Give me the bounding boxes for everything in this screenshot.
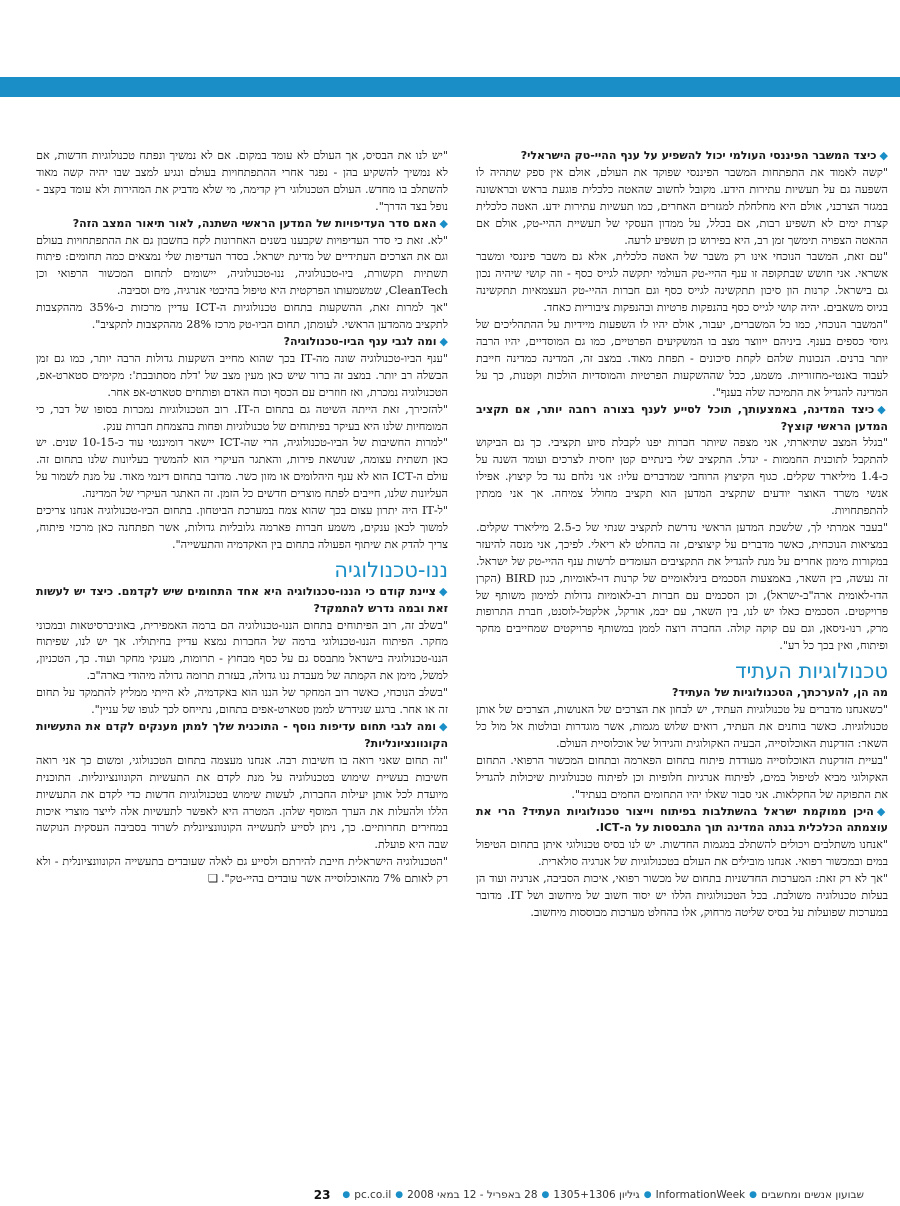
blue-diamond-icon: ◆ xyxy=(439,216,448,230)
paragraph-text: "בגלל המצב שתיארתי, אני מצפה שיותר חברות יפנו לקבלת סיוע תקציבי. כך גם הביקוש להתקבל לתוכנית החממות - יגדל. התקציב שלי בינתיים קטן יחסית לצרכים ועומד השנה על כ-1.4 מיליארד שקלים. כגוף הקיצוץ הרוחבי שמדברים עליו: אני נלחם נגד כל קיצוץ. אפילו אנשי משרד האוצר יודעים שתקציב המדען הוא תקציב מחולל צמיחה. אך אני ממתין להתפתחויות. xyxy=(476,436,888,518)
section-heading: טכנולוגיות העתיד xyxy=(735,659,888,684)
question-text: ומה לגבי תחום עדיפות נוסף - התוכנית שלך למתן מענקים לקדם את התעשיות הקונוונציונליות? xyxy=(36,720,448,750)
blue-diamond-icon: ◆ xyxy=(438,584,448,598)
answer-paragraph xyxy=(36,503,448,554)
paragraph-text: "עם זאת, המשבר הנוכחי אינו רק משבר של האטה כלכלית, אלא גם משבר פיננסי ומשבר אשראי. אני חושש שבתקופה זו ענף ההיי-טק העולמי יתקשה לגייס כסף - וזה קושי שיהיה נכון גם בישראל. קרנות הון סיכון תתקשינה לגייס כסף וגם חברות ההיי-טק העצמאיות תתקשינה בגיוס משאבים. יהיה קושי לגייס כסף בהנפקות פרטיות ובהנפקות ציבוריות כאחד. xyxy=(476,250,888,315)
paragraph-text: "ענף הביו-טכנולוגיה שונה מה-IT בכך שהוא מחייב השקעות גדולות הרבה יותר, כמו גם זמן הבשלה רב יותר. במצב זה ברור שיש כאן מעין מצב של 'דלת מסתובבת': מקימים סטארט-אפ, הטכנולוגיה נמכרת, ואז חוזרים עם הכסף וכוח האדם ופותחים סטארט-אפ אחר. xyxy=(36,351,448,399)
footer-separator-icon: ● xyxy=(395,1190,404,1200)
answer-paragraph xyxy=(476,837,888,871)
footer-issue: גיליון 1305+1306 xyxy=(553,1189,640,1201)
page-footer xyxy=(36,1184,864,1206)
blue-diamond-icon: ◆ xyxy=(877,402,888,416)
paragraph-text: "כשאנחנו מדברים על טכנולוגיות העתיד, יש לבחון את הצרכים של האנושות, הצרכים של אותן טכנולוגיות. כאשר בוחנים את העתיד, רואים שלוש מגמות, אשר מוגדרות ובולטות אל מול כל השאר: הזדקנות האוכלוסייה, הבעיה האקולוגית והגידול של אוכלוסיית העולם. xyxy=(476,703,888,750)
answer-paragraph xyxy=(36,854,448,888)
answer-paragraph xyxy=(36,618,448,686)
paragraph-text: "הטכנולוגיה הישראלית חייבת להירתם ולסייע גם לאלה שעובדים בתעשייה הקונוונציונלית - ולא רק לאותם 7% מהאוכלוסייה אשר עובדים בהיי-טק". xyxy=(36,855,448,886)
question-text: האם סדר העדיפויות של המדען הראשי השתנה, לאור תיאור המצב הזה? xyxy=(72,216,437,230)
paragraph-text: "בשלב הנוכחי, כאשר רוב המחקר של הננו הוא באקדמיה, לא הייתי ממליץ להתמקד על תחום זה או אחר. ברגע שנידרש לממן סטארט-אפים בתחום, נתייחס לכך לגופו של עניין". xyxy=(36,686,448,717)
blue-diamond-icon: ◆ xyxy=(439,720,449,733)
answer-paragraph xyxy=(476,317,888,402)
footer-separator-icon: ● xyxy=(541,1190,550,1200)
paragraph-text: "בשלב זה, רוב הפיתוחים בתחום הננו-טכנולוגיה הם ברמה האמפירית, באוניברסיטאות ובמכוני מחקר. הפיתוח הננו-טכנולוגי ברמה של החברות נמצא עדיין בחיתוליו. אך יש לנו, שפיתוח הננו-טכנולוגיה בישראל מתבסס גם על כסף מבחוץ - תרומות, מענקי מחקר ועוד. כך, הטכניון, למשל, מימן את הקמתה של מעבדת ננו גדולה, בעזרת תרומה גדולה מיהודי בארה"ב. xyxy=(36,618,448,683)
paragraph-text: "בעיית הזדקנות האוכלוסייה מעודדת פיתוח בתחום הפארמה ובתחום המכשור הרפואי. התחום האקולוגי מביא לטיפול במים, לפיתוח אנרגיות חלופיות וכן לפיתוח טכנולוגיות שיכולות להגדיל את התפוקה של החקלאות. אני סבור שאלו יהיו התחומים החמים בעתיד". xyxy=(476,753,888,801)
question-text: כיצד המשבר הפיננסי העולמי יכול להשפיע על ענף ההיי-טק הישראלי? xyxy=(520,149,877,162)
answer-paragraph xyxy=(36,685,448,719)
paragraph-text: "אך לא רק זאת: המערכות החדשניות בתחום של מכשור רפואי, איכות הסביבה, אנרגיה ועוד הן בעלות טכנולוגיה משולבת. בכל הטכנולוגיות הללו יש יסוד חשוב של מיחשוב ושל IT. מדובר במערכות שפועלות על בסיס שליטה מרחוק, אלו בהחלט מערכות מבוססות מיחשוב. xyxy=(476,872,889,919)
question-text: כיצד המדינה, באמצעותך, תוכל לסייע לענף בצורה רחבה יותר, אם תקציב המדען הראשי קוצץ? xyxy=(476,402,888,433)
paragraph-text: "זה תחום שאני רואה בו חשיבות רבה. אנחנו מעצמה בתחום הטכנולוגי, ומשום כך אני רואה חשיבות בעשיית שימוש בטכנולוגיה על מנת לקדם את התעשיות הקונוונציונליות. התוכנית מיועדת לכל אותן יעילות החברות, לעשות שימוש בטכנולוגיות חדשות כדי לקדם את התעשיות הללו ולהעלות את הערך המוסף שלהן. המטרה היא לאפשר לתעשיות אלה לייצר מוצרי איכות במחירים תחרותיים. כך, ניתן לסייע לתעשייה הקונוונציונלית לשרוד בסביבה העסקית הנוקשה שבה היא פועלת. xyxy=(36,753,448,852)
footer-separator-icon: ● xyxy=(342,1190,351,1200)
blue-diamond-icon: ◆ xyxy=(879,149,888,162)
answer-paragraph xyxy=(476,165,888,250)
answer-paragraph xyxy=(36,233,448,301)
paragraph-text: "המשבר הנוכחי, כמו כל המשברים, יעבור, אולם יהיו לו השפעות מיידיות על ההתהליכים של גיוסי כספים בענף. ביניהם ייווצר מצב בו המשקיעים הפרטיים, כמו גם המוסדיים, יהיו הרבה יותר ברנים. הנכונות שלהם לקחת סיכונים - תפחת מאוד. במצב זה, המדינה כמדינה חייבת לעבוד באנטי-מחזוריות. משמע, ככל שההשקעות הפרטיות והמוסדיות הולכות וקטנות, כך על המדינה להגדיל את התמיכה שלה בענף". xyxy=(476,318,888,399)
paragraph-text: "ל-IT היה יתרון עצום בכך שהוא צמח במערכת הביטחון. בתחום הביו-טכנולוגיה אנחנו צריכים למשוך לכאן ענקים, משמע חברות פארמה גלובליות גדולות, אשר תפתחנה כאן מרכזי פיתוח, צריך להדק את שיתוף הפעולה בתחום בין האקדמיה והתעשייה". xyxy=(36,504,448,551)
answer-paragraph xyxy=(476,520,888,655)
question-text: ומה לגבי ענף הביו-טכנולוגיה? xyxy=(283,334,437,348)
interview-question xyxy=(476,148,888,165)
answer-paragraph xyxy=(36,753,448,854)
paragraph-text: "אך למרות זאת, ההשקעות בתחום טכנולוגיות ה-ICT עדיין מרכזות כ-35% מההקצבות לתקציב מהמדען הראשי. לעומתן, תחום הביו-טק מרכז 28% מההקצבות לתקציב". xyxy=(36,301,448,332)
paragraph-text: "להזכירך, זאת הייתה השיטה גם בתחום ה-IT. רוב הטכנולוגיות נמכרות בסופו של דבר, כי המומחיות שלנו היא בעיקר בפיתוחים של טכנולוגיות ופחות בהצמחת חברות ענק. xyxy=(36,402,448,433)
interview-question xyxy=(36,334,448,351)
footer-publication: שבועון אנשים ומחשבים xyxy=(761,1189,864,1201)
interview-question xyxy=(36,216,448,233)
section-heading: ננו-טכנולוגיה xyxy=(334,557,448,582)
answer-paragraph xyxy=(476,435,888,520)
answer-paragraph xyxy=(476,871,888,922)
question-text: ציינת קודם כי הננו-טכנולוגיה היא אחד התחומים שיש לקדמם. כיצד יש לעשות זאת ובמה נדרש להתמקד? xyxy=(36,584,448,615)
interview-question xyxy=(476,804,888,838)
blue-diamond-icon: ◆ xyxy=(439,334,448,348)
answer-paragraph xyxy=(36,351,448,402)
interview-question xyxy=(36,719,448,753)
answer-paragraph xyxy=(36,402,448,436)
paragraph-text: "למרות החשיבות של הביו-טכנולוגיה, הרי שה-ICT יישאר דומיננטי עוד כ-10-15 שנים. יש כאן תשתית עצומה, שנושאת פירות, והאתגר העיקרי הוא להמשיך בעליונות שלנו בתחום זה. עולם ה-ICT הוא לא ענף היהלומים או מזון כשר. מדובר בתחום דינמי מאוד. על מנת לשמור על העליונות שלנו, חייבים לפתח מוצרים חדשים כל הזמן. זה האתגר העיקרי של המדינה. xyxy=(36,436,448,501)
answer-paragraph xyxy=(36,148,448,216)
question-text: היכן ממוקמת ישראל בהשתלבות בפיתוח וייצור טכנולוגיות העתיד? הרי את עוצמתה הכלכלית בנתה המדינה תוך התבססות על ה-ICT. xyxy=(476,804,888,835)
end-square-icon: ❑ xyxy=(207,872,218,886)
answer-paragraph xyxy=(36,300,448,334)
page-number: 23 xyxy=(313,1188,331,1202)
paragraph-text: "קשה לאמוד את התפתחות המשבר הפיננסי שפוקד את העולם, אולם אין ספק שתהיה לו השפעה גם על תעשיות עתירות הידע. מקובל לחשוב שהאטה כלכלית פוגעת בראש ובראשונה במגזר הצרכני, אולם היא מחלחלת למגזרים האחרים, כמו תעשיות עתירות ידע. האטה כלכלית קצרת ימים לא תשפיע רבות, אם בכלל, על ממדון העסקי של תעשיית ההיי-טק, אולם אם ההאטה הצפויה תימשך זמן רב, היא בפירוש כן תשפיע לרעה. xyxy=(476,165,888,247)
answer-paragraph xyxy=(476,702,888,753)
answer-paragraph xyxy=(36,435,448,503)
answer-paragraph xyxy=(476,249,888,317)
interview-question xyxy=(36,584,448,618)
interview-question xyxy=(476,402,888,436)
footer-site[interactable]: pc.co.il xyxy=(354,1189,392,1201)
paragraph-text: "בעבר אמרתי לך, שלשכת המדען הראשי נדרשת לתקציב שנתי של כ-2.5 מיליארד שקלים. במציאות הנוכחית, כאשר מדברים על קיצוצים, זה בהחלט לא ריאלי. לפיכך, אני מנסה להיעזר במקורות מימון אחרים על מנת להגדיל את התקציבים העומדים לרשות ענף ההיי-טק של ישראל. זה נעשה, בין השאר, באמצעות הסכמים בינלאומיים של קרנות דו-לאומיות, כגון BIRD (הקרן הדו-לאומית ארה"ב-ישראל), וכן הסכמים עם חברות רב-לאומיות גדולות למימון משותף של פרויקטים. הסכמים כאלו יש לנו, בין השאר, עם יבמ, אורקל, אלקטל-לוסנט, חברת התרופות מרק, רנו-ניסאן, וגם עם קוקה קולה. החברה רוצה לממן במשותף פרויקטים שמחייבים מחקר ופיתוח, ואין בכך כל רע". xyxy=(476,520,888,653)
paragraph-text: "יש לנו את הבסיס, אך העולם לא עומד במקום. אם לא נמשיך ונפתח טכנולוגיות חדשות, אם לא נמשיך להשקיע בהן - נפגר אחרי ההתפתחויות בעולם ונגיע למצב שבו יהיה קשה מאוד להשתלב בו מחדש. העולם הטכנולוגי רץ קדימה, מי שלא מדביק את המהירות ולא עומד בקצב - נופל בצד הדרך". xyxy=(36,149,448,213)
footer-separator-icon: ● xyxy=(749,1190,757,1200)
top-color-bar xyxy=(0,77,900,97)
answer-paragraph xyxy=(476,753,888,804)
footer-separator-icon: ● xyxy=(643,1190,652,1200)
paragraph-text: "אנחנו משתלבים ויכולים להשתלב במגמות החדשות. יש לנו בסיס טכנולוגי איתן בתחום הטיפול במים ובמכשור רפואי. אנחנו מובילים את העולם בטכנולוגיות של אנרגיה סולארית. xyxy=(476,838,888,869)
interview-question xyxy=(476,685,888,702)
question-text: מה הן, להערכתך, הטכנולוגיות של העתיד? xyxy=(672,686,888,700)
blue-diamond-icon: ◆ xyxy=(876,804,888,818)
article-column-left xyxy=(36,148,448,888)
paragraph-text: "לא. זאת כי סדר העדיפויות שקבענו בשנים האחרונות לקח בחשבון גם את ההתפתחויות בעולם וגם את הצרכים העתידיים של מדינת ישראל. בסדר העדיפות שלי נמצאים כמה תחומים: פיתוח תשתיות תקשורת, ביו-טכנולוגיה, ננו-טכנולוגיה, יישומים לתחום המכשור הרפואי וכן CleanTech, שמשמעותו הפרקטית היא טיפול בהיבטי אנרגיה, מים וסביבה. xyxy=(36,233,448,298)
footer-brand: InformationWeek xyxy=(655,1189,746,1201)
footer-date: 28 באפריל - 12 במאי 2008 xyxy=(407,1189,538,1201)
article-column-right xyxy=(476,148,888,922)
